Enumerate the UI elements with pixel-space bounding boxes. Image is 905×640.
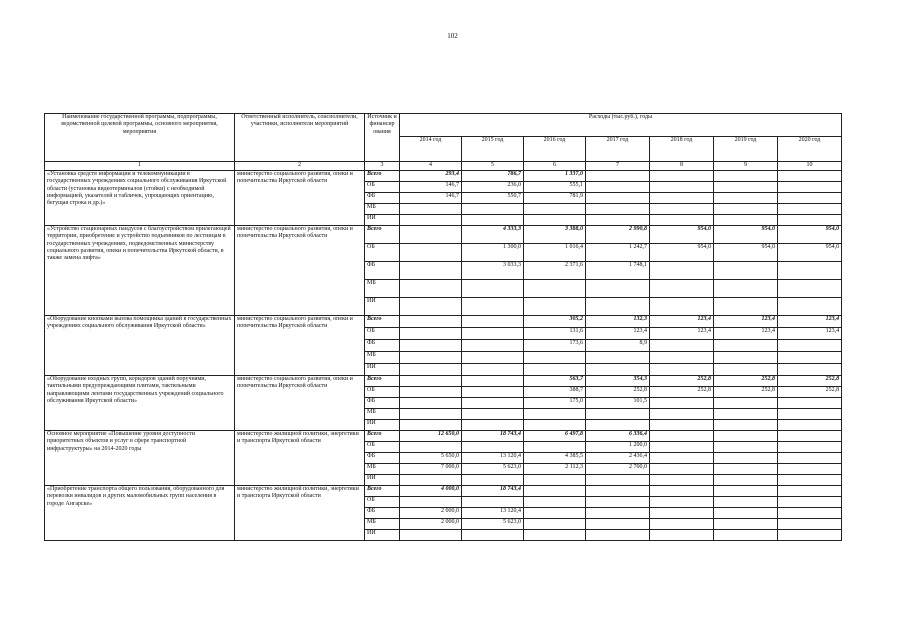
funding-source: ИИ bbox=[365, 420, 400, 431]
measure-executor: министерство социального развития, опеки и попечительства Иркутской области bbox=[235, 376, 365, 431]
expense-cell: 12 650,0 bbox=[400, 431, 462, 442]
expense-cell bbox=[778, 519, 842, 530]
expense-cell: 132,3 bbox=[586, 316, 650, 328]
expense-cell bbox=[778, 204, 842, 215]
expense-cell bbox=[778, 409, 842, 420]
table-row bbox=[45, 431, 842, 442]
expense-cell bbox=[586, 420, 650, 431]
funding-source: Всего bbox=[365, 226, 400, 244]
funding-source: ИИ bbox=[365, 215, 400, 226]
expense-cell bbox=[524, 204, 586, 215]
expense-cell: 2 990,8 bbox=[586, 226, 650, 244]
funding-source: ОБ bbox=[365, 328, 400, 340]
expense-cell: 146,7 bbox=[400, 193, 462, 204]
expense-cell: 101,5 bbox=[586, 398, 650, 409]
expense-cell bbox=[586, 486, 650, 497]
expense-cell: 550,7 bbox=[462, 193, 524, 204]
column-number: 3 bbox=[365, 162, 400, 171]
expense-cell bbox=[714, 298, 778, 316]
expense-cell bbox=[586, 182, 650, 193]
expense-cell bbox=[462, 364, 524, 376]
expense-cell bbox=[524, 497, 586, 508]
expense-cell bbox=[778, 352, 842, 364]
header-row-top bbox=[45, 114, 842, 137]
expense-cell bbox=[650, 298, 714, 316]
expense-cell: 4 385,5 bbox=[524, 453, 586, 464]
funding-source: МБ bbox=[365, 409, 400, 420]
measure-executor: министерство социального развития, опеки и попечительства Иркутской области bbox=[235, 226, 365, 316]
expense-cell: 2 000,0 bbox=[400, 519, 462, 530]
expense-cell bbox=[778, 298, 842, 316]
expense-cell bbox=[650, 519, 714, 530]
expense-cell: 252,8 bbox=[778, 376, 842, 387]
expense-cell bbox=[462, 340, 524, 352]
expense-cell bbox=[650, 420, 714, 431]
funding-source: ИИ bbox=[365, 298, 400, 316]
expense-cell bbox=[400, 409, 462, 420]
column-number: 9 bbox=[714, 162, 778, 171]
header-expenses: Расходы (тыс.руб.), годы bbox=[400, 114, 842, 137]
expense-cell bbox=[778, 182, 842, 193]
funding-source: Всего bbox=[365, 431, 400, 442]
expense-cell: 5 623,0 bbox=[462, 519, 524, 530]
funding-source: ИИ bbox=[365, 530, 400, 541]
expense-cell: 173,6 bbox=[524, 340, 586, 352]
expense-cell bbox=[462, 280, 524, 298]
expense-cell bbox=[650, 431, 714, 442]
funding-source: ИИ bbox=[365, 475, 400, 486]
funding-source: ОБ bbox=[365, 442, 400, 453]
expense-cell bbox=[586, 280, 650, 298]
expense-cell bbox=[778, 508, 842, 519]
expense-cell bbox=[714, 193, 778, 204]
expense-cell bbox=[462, 420, 524, 431]
expense-cell bbox=[400, 497, 462, 508]
expense-cell: 4 333,3 bbox=[462, 226, 524, 244]
expense-cell bbox=[714, 497, 778, 508]
expense-cell: 123,4 bbox=[778, 316, 842, 328]
expense-cell bbox=[400, 215, 462, 226]
expense-cell bbox=[714, 204, 778, 215]
expense-cell bbox=[650, 193, 714, 204]
column-number: 6 bbox=[524, 162, 586, 171]
funding-source: ФБ bbox=[365, 398, 400, 409]
expense-cell bbox=[400, 262, 462, 280]
expense-cell: 252,8 bbox=[714, 376, 778, 387]
header-year: 2014 год bbox=[400, 137, 462, 162]
expense-cell bbox=[400, 328, 462, 340]
expense-cell bbox=[462, 442, 524, 453]
expense-cell bbox=[778, 486, 842, 497]
measure-executor: министерство жилищной политики, энергетики и транспорта Иркутской области bbox=[235, 486, 365, 541]
measure-name: «Оборудование входных групп, коридоров зданий поручнями, тактильными предупреждающими плитами, тактильными направляющими лентами государственных учреждений социального обслуживания Иркутской области» bbox=[45, 376, 235, 431]
funding-source: ОБ bbox=[365, 244, 400, 262]
expense-cell bbox=[524, 280, 586, 298]
funding-source: МБ bbox=[365, 519, 400, 530]
column-number: 10 bbox=[778, 162, 842, 171]
measure-name: «Устройство стационарных пандусов с благоустройством прилегающей территории, приобретение и устройство подъемников по лестницам в государственных учреждениях, подведомственных министерству социального развития, опеки и попечительства Иркутской области, в также замена лифта» bbox=[45, 226, 235, 316]
expense-cell bbox=[714, 262, 778, 280]
expense-cell bbox=[778, 215, 842, 226]
expense-cell bbox=[714, 442, 778, 453]
column-number: 4 bbox=[400, 162, 462, 171]
expense-cell bbox=[586, 193, 650, 204]
expense-cell bbox=[714, 431, 778, 442]
table-row bbox=[45, 376, 842, 387]
expense-cell: 305,2 bbox=[524, 316, 586, 328]
expense-cell bbox=[714, 215, 778, 226]
expense-cell bbox=[524, 519, 586, 530]
expense-cell: 146,7 bbox=[400, 182, 462, 193]
table-row bbox=[45, 171, 842, 182]
expense-cell: 175,0 bbox=[524, 398, 586, 409]
expense-cell bbox=[524, 215, 586, 226]
expense-cell bbox=[400, 442, 462, 453]
expense-cell bbox=[650, 475, 714, 486]
funding-source: Всего bbox=[365, 376, 400, 387]
expense-cell: 123,4 bbox=[586, 328, 650, 340]
expense-cell: 5 623,0 bbox=[462, 464, 524, 475]
funding-source: МБ bbox=[365, 352, 400, 364]
measure-executor: министерство социального развития, опеки и попечительства Иркутской области bbox=[235, 171, 365, 226]
expense-cell bbox=[650, 497, 714, 508]
expense-cell bbox=[462, 316, 524, 328]
expense-cell bbox=[400, 340, 462, 352]
header-year: 2016 год bbox=[524, 137, 586, 162]
expense-cell: 954,0 bbox=[650, 226, 714, 244]
expense-cell bbox=[650, 508, 714, 519]
expense-cell bbox=[400, 376, 462, 387]
expense-cell bbox=[778, 364, 842, 376]
expense-cell bbox=[650, 215, 714, 226]
expense-cell bbox=[462, 328, 524, 340]
expense-cell bbox=[714, 486, 778, 497]
expense-cell bbox=[714, 182, 778, 193]
expense-cell bbox=[400, 420, 462, 431]
expense-cell bbox=[714, 171, 778, 182]
expense-cell: 2 700,0 bbox=[586, 464, 650, 475]
expense-cell: 781,9 bbox=[524, 193, 586, 204]
expense-cell bbox=[524, 475, 586, 486]
funding-source: МБ bbox=[365, 280, 400, 298]
expense-cell: 2 000,0 bbox=[400, 508, 462, 519]
expense-cell: 123,4 bbox=[714, 316, 778, 328]
expense-cell bbox=[714, 464, 778, 475]
expense-cell bbox=[400, 352, 462, 364]
expense-cell bbox=[586, 519, 650, 530]
expense-cell bbox=[650, 262, 714, 280]
expense-cell bbox=[586, 215, 650, 226]
expense-cell: 123,4 bbox=[650, 328, 714, 340]
expense-cell: 7 000,0 bbox=[400, 464, 462, 475]
expense-cell bbox=[778, 453, 842, 464]
expense-cell bbox=[714, 420, 778, 431]
expense-cell bbox=[650, 486, 714, 497]
expense-cell: 3 033,3 bbox=[462, 262, 524, 280]
expense-cell bbox=[462, 398, 524, 409]
expense-cell: 1 242,7 bbox=[586, 244, 650, 262]
funding-source: ФБ bbox=[365, 340, 400, 352]
expense-cell bbox=[714, 409, 778, 420]
expense-cell bbox=[650, 352, 714, 364]
expense-cell: 131,6 bbox=[524, 328, 586, 340]
expense-cell: 4 000,0 bbox=[400, 486, 462, 497]
expense-cell: 123,4 bbox=[778, 328, 842, 340]
expense-cell bbox=[778, 530, 842, 541]
header-name: Наименование государственной программы, подпрограммы, ведомственной целевой программы, основного мероприятия, мероприятия bbox=[45, 114, 235, 162]
header-year: 2015 год bbox=[462, 137, 524, 162]
expense-cell bbox=[524, 508, 586, 519]
expense-cell bbox=[586, 204, 650, 215]
table-row bbox=[45, 486, 842, 497]
header-year: 2019 год bbox=[714, 137, 778, 162]
expense-cell: 2 371,6 bbox=[524, 262, 586, 280]
expense-cell: 1 016,4 bbox=[524, 244, 586, 262]
expense-cell bbox=[400, 364, 462, 376]
funding-source: МБ bbox=[365, 464, 400, 475]
expense-cell: 354,3 bbox=[586, 376, 650, 387]
funding-source: Всего bbox=[365, 486, 400, 497]
expense-cell bbox=[586, 530, 650, 541]
expense-cell: 18 743,4 bbox=[462, 431, 524, 442]
column-numbers-row bbox=[45, 162, 842, 171]
expense-cell: 954,0 bbox=[650, 244, 714, 262]
funding-source: ФБ bbox=[365, 508, 400, 519]
measure-name: «Приобретение транспорта общего пользования, оборудованного для перевозки инвалидов и других маломобильных групп населения в городе Ангарске» bbox=[45, 486, 235, 541]
expense-cell: 6 497,8 bbox=[524, 431, 586, 442]
expense-cell: 18 743,4 bbox=[462, 486, 524, 497]
expense-cell bbox=[586, 364, 650, 376]
expense-cell bbox=[650, 464, 714, 475]
expense-cell bbox=[462, 530, 524, 541]
expense-cell bbox=[462, 387, 524, 398]
expense-cell bbox=[586, 352, 650, 364]
expense-cell bbox=[650, 280, 714, 298]
funding-source: МБ bbox=[365, 204, 400, 215]
expense-cell: 252,8 bbox=[778, 387, 842, 398]
expense-cell: 954,0 bbox=[714, 244, 778, 262]
expense-cell bbox=[650, 364, 714, 376]
expense-cell: 252,8 bbox=[586, 387, 650, 398]
expense-cell bbox=[400, 244, 462, 262]
expense-cell bbox=[650, 530, 714, 541]
expense-cell bbox=[778, 280, 842, 298]
expense-cell bbox=[778, 193, 842, 204]
funding-source: ИИ bbox=[365, 364, 400, 376]
expense-cell: 2 436,4 bbox=[586, 453, 650, 464]
expense-cell bbox=[778, 398, 842, 409]
funding-source: ОБ bbox=[365, 182, 400, 193]
expense-cell: 293,4 bbox=[400, 171, 462, 182]
expense-cell bbox=[524, 442, 586, 453]
expense-cell bbox=[714, 352, 778, 364]
expense-cell bbox=[524, 486, 586, 497]
expense-cell bbox=[400, 398, 462, 409]
header-year: 2017 год bbox=[586, 137, 650, 162]
expense-cell bbox=[462, 352, 524, 364]
expense-cell bbox=[650, 409, 714, 420]
expense-cell bbox=[462, 215, 524, 226]
expense-cell bbox=[586, 171, 650, 182]
expense-cell bbox=[650, 204, 714, 215]
measure-name: «Установка средств информации и телекоммуникации в государственных учреждениях социального обслуживания Иркутской области (установка видеотерминалов (стойки) с необходимой информацией, указателей и табличек, упрощающих ориентацию, бегущая строка и др.)» bbox=[45, 171, 235, 226]
expense-cell bbox=[400, 316, 462, 328]
measure-name: «Оборудование кнопками вызова помощника зданий в государственных учреждениях социального обслуживания Иркутской области» bbox=[45, 316, 235, 376]
expense-cell bbox=[462, 497, 524, 508]
expense-cell bbox=[714, 398, 778, 409]
measure-name: Основное мероприятие «Повышение уровня доступности приоритетных объектов и услуг в сфере транспортной инфраструктуры» на 2014-2020 годы bbox=[45, 431, 235, 486]
expense-cell bbox=[714, 364, 778, 376]
expense-cell: 236,0 bbox=[462, 182, 524, 193]
expense-cell: 252,8 bbox=[714, 387, 778, 398]
funding-source: ОБ bbox=[365, 497, 400, 508]
expense-cell: 954,0 bbox=[714, 226, 778, 244]
expense-cell bbox=[650, 182, 714, 193]
expense-cell bbox=[778, 475, 842, 486]
expense-cell bbox=[524, 364, 586, 376]
funding-source: ФБ bbox=[365, 453, 400, 464]
expense-cell bbox=[714, 340, 778, 352]
expense-cell bbox=[524, 530, 586, 541]
expense-cell bbox=[650, 453, 714, 464]
expense-cell bbox=[714, 508, 778, 519]
column-number: 7 bbox=[586, 162, 650, 171]
funding-source: Всего bbox=[365, 316, 400, 328]
expense-cell bbox=[778, 497, 842, 508]
table-row bbox=[45, 226, 842, 244]
expense-cell bbox=[400, 530, 462, 541]
expense-cell bbox=[714, 475, 778, 486]
expense-cell bbox=[650, 398, 714, 409]
expense-cell: 1 748,1 bbox=[586, 262, 650, 280]
expense-cell bbox=[586, 298, 650, 316]
expense-cell bbox=[400, 475, 462, 486]
expenses-table bbox=[44, 113, 842, 541]
column-number: 1 bbox=[45, 162, 235, 171]
expense-cell bbox=[462, 409, 524, 420]
funding-source: ОБ bbox=[365, 387, 400, 398]
expense-cell bbox=[778, 262, 842, 280]
expense-cell: 123,4 bbox=[650, 316, 714, 328]
funding-source: ФБ bbox=[365, 193, 400, 204]
expense-cell: 13 120,4 bbox=[462, 508, 524, 519]
expense-cell bbox=[524, 409, 586, 420]
expense-cell bbox=[586, 409, 650, 420]
expense-cell: 5 650,0 bbox=[400, 453, 462, 464]
expense-cell bbox=[714, 280, 778, 298]
expense-cell bbox=[778, 442, 842, 453]
expense-cell: 8,9 bbox=[586, 340, 650, 352]
column-number: 8 bbox=[650, 162, 714, 171]
expense-cell bbox=[586, 497, 650, 508]
expense-cell bbox=[778, 420, 842, 431]
expense-cell: 252,8 bbox=[650, 387, 714, 398]
expense-cell: 1 300,0 bbox=[462, 244, 524, 262]
funding-source: ФБ bbox=[365, 262, 400, 280]
expense-cell bbox=[778, 171, 842, 182]
column-number: 2 bbox=[235, 162, 365, 171]
page-number: 102 bbox=[447, 32, 458, 40]
measure-executor: министерство жилищной политики, энергетики и транспорта Иркутской области bbox=[235, 431, 365, 486]
expense-cell bbox=[400, 387, 462, 398]
expense-cell: 1 337,0 bbox=[524, 171, 586, 182]
expense-cell bbox=[524, 352, 586, 364]
expense-cell bbox=[650, 171, 714, 182]
expense-cell bbox=[778, 431, 842, 442]
expense-cell bbox=[400, 280, 462, 298]
expense-cell: 2 112,3 bbox=[524, 464, 586, 475]
header-source: Источник и финансир ования bbox=[365, 114, 400, 162]
expense-cell: 388,7 bbox=[524, 387, 586, 398]
expense-cell: 123,4 bbox=[714, 328, 778, 340]
expense-cell: 786,7 bbox=[462, 171, 524, 182]
expense-cell: 954,0 bbox=[778, 244, 842, 262]
expense-cell bbox=[400, 298, 462, 316]
expense-cell bbox=[714, 453, 778, 464]
expense-cell bbox=[650, 442, 714, 453]
expense-cell bbox=[524, 298, 586, 316]
expense-cell bbox=[462, 298, 524, 316]
expense-cell bbox=[462, 475, 524, 486]
expense-cell: 954,0 bbox=[778, 226, 842, 244]
expense-cell: 555,1 bbox=[524, 182, 586, 193]
expense-cell bbox=[586, 508, 650, 519]
expense-cell bbox=[650, 340, 714, 352]
expense-cell bbox=[778, 340, 842, 352]
expense-cell: 6 336,4 bbox=[586, 431, 650, 442]
funding-source: Всего bbox=[365, 171, 400, 182]
expense-cell: 3 388,0 bbox=[524, 226, 586, 244]
header-year: 2020 год bbox=[778, 137, 842, 162]
expense-cell: 13 120,4 bbox=[462, 453, 524, 464]
expense-cell bbox=[714, 519, 778, 530]
measure-executor: министерство социального развития, опеки и попечительства Иркутской области bbox=[235, 316, 365, 376]
expense-cell: 1 200,0 bbox=[586, 442, 650, 453]
column-number: 5 bbox=[462, 162, 524, 171]
expense-cell bbox=[714, 530, 778, 541]
expense-cell: 563,7 bbox=[524, 376, 586, 387]
table-row bbox=[45, 316, 842, 328]
expense-cell bbox=[462, 204, 524, 215]
expense-cell bbox=[400, 204, 462, 215]
expense-cell bbox=[778, 464, 842, 475]
expense-cell bbox=[462, 376, 524, 387]
header-executor: Ответственный исполнитель, соисполнители, участники, исполнители мероприятий bbox=[235, 114, 365, 162]
header-year: 2018 год bbox=[650, 137, 714, 162]
expense-cell bbox=[400, 226, 462, 244]
expense-cell: 252,8 bbox=[650, 376, 714, 387]
expense-cell bbox=[524, 420, 586, 431]
expense-cell bbox=[586, 475, 650, 486]
